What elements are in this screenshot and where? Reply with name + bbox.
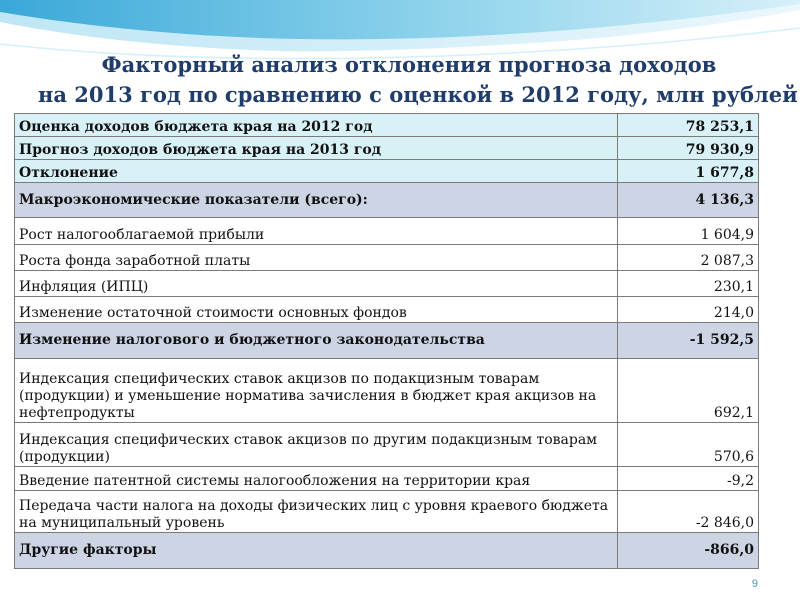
- row-value: 78 253,1: [618, 114, 759, 137]
- row-value: -2 846,0: [618, 491, 759, 533]
- row-value: 79 930,9: [618, 137, 759, 160]
- row-value: 1 677,8: [618, 160, 759, 183]
- row-value: 230,1: [618, 271, 759, 297]
- row-label: Оценка доходов бюджета края на 2012 год: [15, 114, 618, 137]
- factor-analysis-table: [14, 113, 759, 569]
- row-value: 4 136,3: [618, 183, 759, 218]
- row-label: Отклонение: [15, 160, 618, 183]
- table-row: [15, 533, 759, 569]
- row-label: Индексация специфических ставок акцизов по подакцизным товарам (продукции) и уменьшение норматива зачисления в бюджет края акцизов на нефтепродукты: [15, 359, 618, 423]
- table-row: [15, 297, 759, 323]
- row-value: -866,0: [618, 533, 759, 569]
- table-row: [15, 467, 759, 491]
- table-row: [15, 323, 759, 359]
- table-row: [15, 423, 759, 467]
- table-row: [15, 218, 759, 245]
- slide-title: [0, 50, 800, 110]
- row-label: Макроэкономические показатели (всего):: [15, 183, 618, 218]
- row-label: Роста фонда заработной платы: [15, 245, 618, 271]
- row-label: Передача части налога на доходы физических лиц с уровня краевого бюджета на муниципальный уровень: [15, 491, 618, 533]
- page-number: 9: [751, 578, 758, 590]
- row-label: Рост налогооблагаемой прибыли: [15, 218, 618, 245]
- table-row: [15, 160, 759, 183]
- row-label: Изменение остаточной стоимости основных фондов: [15, 297, 618, 323]
- table-row: [15, 137, 759, 160]
- slide-title-line2: на 2013 год по сравнению с оценкой в 2012 году, млн рублей: [38, 82, 798, 107]
- row-value: -9,2: [618, 467, 759, 491]
- slide-title-line1: Факторный анализ отклонения прогноза доходов: [101, 52, 717, 77]
- row-label: Другие факторы: [15, 533, 618, 569]
- table-row: [15, 245, 759, 271]
- row-label: Введение патентной системы налогообложения на территории края: [15, 467, 618, 491]
- table-row: [15, 491, 759, 533]
- row-label: Прогноз доходов бюджета края на 2013 год: [15, 137, 618, 160]
- row-value: 692,1: [618, 359, 759, 423]
- table-row: [15, 114, 759, 137]
- table-row: [15, 271, 759, 297]
- row-value: 2 087,3: [618, 245, 759, 271]
- row-label: Инфляция (ИПЦ): [15, 271, 618, 297]
- row-value: 214,0: [618, 297, 759, 323]
- row-value: 570,6: [618, 423, 759, 467]
- row-value: 1 604,9: [618, 218, 759, 245]
- row-value: -1 592,5: [618, 323, 759, 359]
- row-label: Индексация специфических ставок акцизов по другим подакцизным товарам (продукции): [15, 423, 618, 467]
- table-row: [15, 183, 759, 218]
- table-row: [15, 359, 759, 423]
- row-label: Изменение налогового и бюджетного законодательства: [15, 323, 618, 359]
